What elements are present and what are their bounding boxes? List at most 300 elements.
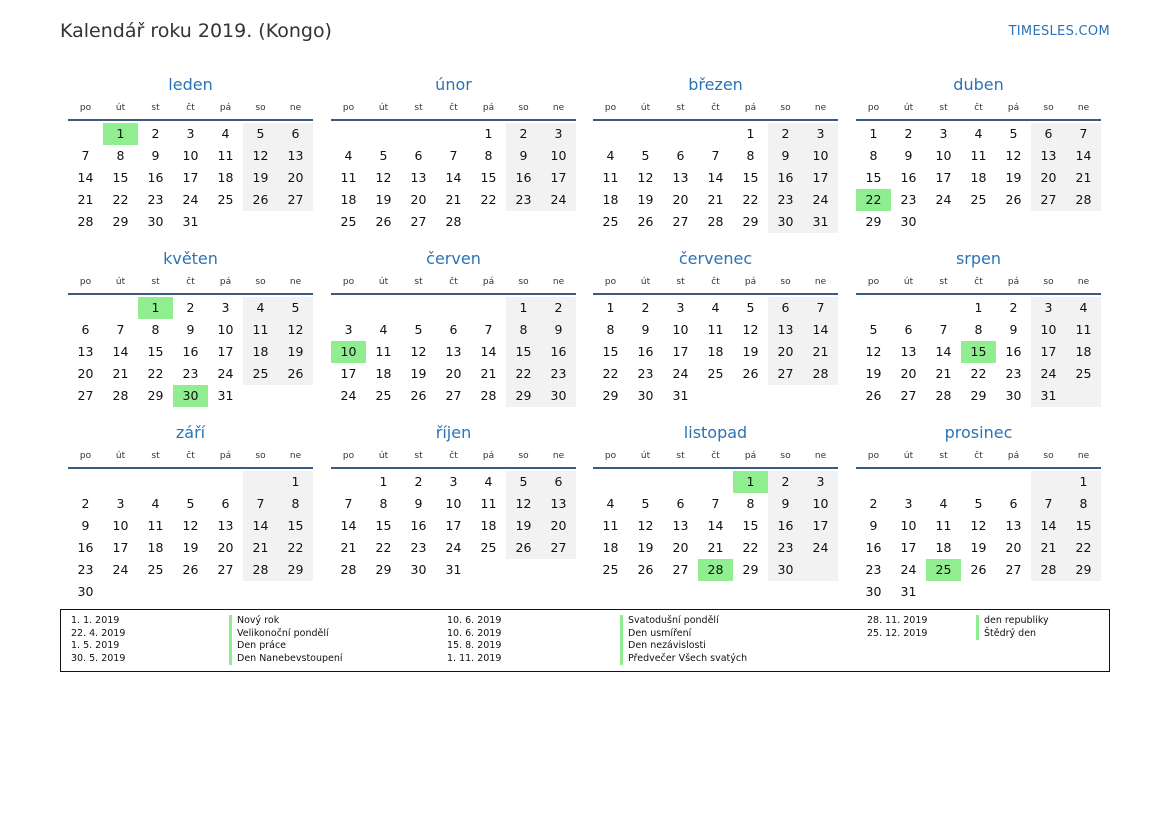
day-cell: 18 (935, 540, 952, 555)
day-cell: 2 (151, 126, 160, 141)
legend-date: 28. 11. 2019 (867, 615, 928, 626)
day-cell: 6 (414, 148, 423, 163)
header-divider (331, 119, 576, 121)
weekday-label: čt (449, 103, 458, 113)
day-cell: 7 (81, 148, 90, 163)
weekday-label: so (1043, 451, 1054, 461)
day-cell: 14 (707, 170, 724, 185)
weekday-label: st (676, 277, 685, 287)
weekday-header (593, 451, 838, 465)
day-cell: 5 (1009, 126, 1018, 141)
day-cell: 12 (637, 518, 654, 533)
day-cell: 3 (116, 496, 125, 511)
day-cell: 3 (344, 322, 353, 337)
day-cell: 2 (414, 474, 423, 489)
weekday-label: pá (744, 103, 757, 113)
weekday-label: út (903, 103, 914, 113)
day-cell: 8 (869, 148, 878, 163)
day-cell: 19 (742, 344, 759, 359)
day-cell: 18 (970, 170, 987, 185)
weekday-header (856, 451, 1101, 465)
weekday-header (593, 103, 838, 117)
day-cell: 31 (812, 214, 829, 229)
day-cell: 27 (217, 562, 234, 577)
day-cell: 6 (449, 322, 458, 337)
day-cell: 12 (970, 518, 987, 533)
day-cell: 19 (637, 192, 654, 207)
day-cell: 16 (550, 344, 567, 359)
day-cell: 8 (291, 496, 300, 511)
month-name: květen (163, 249, 218, 268)
day-cell: 4 (606, 496, 615, 511)
day-cell: 16 (900, 170, 917, 185)
holiday-day-cell: 28 (698, 559, 733, 581)
weekday-label: pá (219, 451, 232, 461)
holiday-day-cell: 1 (138, 297, 173, 319)
day-cell: 3 (449, 474, 458, 489)
weekday-label: pá (482, 103, 495, 113)
weekday-label: po (342, 103, 355, 113)
day-cell: 2 (1009, 300, 1018, 315)
day-cell: 25 (602, 214, 619, 229)
day-cell: 16 (1005, 344, 1022, 359)
day-cell: 20 (445, 366, 462, 381)
day-cell: 7 (449, 148, 458, 163)
day-cell: 29 (602, 388, 619, 403)
day-cell: 1 (974, 300, 983, 315)
day-cell: 24 (812, 192, 829, 207)
day-cell: 17 (1040, 344, 1057, 359)
legend-date: 1. 11. 2019 (447, 652, 502, 664)
month-name: říjen (435, 423, 472, 442)
day-cell: 9 (186, 322, 195, 337)
day-cell: 8 (116, 148, 125, 163)
day-cell: 29 (1075, 562, 1092, 577)
legend-date: 1. 5. 2019 (71, 640, 120, 652)
day-cell: 1 (746, 126, 755, 141)
day-cell: 9 (904, 148, 913, 163)
day-cell: 18 (1075, 344, 1092, 359)
day-cell: 29 (375, 562, 392, 577)
day-cell: 28 (340, 562, 357, 577)
weekday-label: so (255, 103, 266, 113)
day-cell: 27 (672, 562, 689, 577)
day-cell: 30 (77, 584, 94, 599)
day-cell: 3 (221, 300, 230, 315)
weekday-label: čt (974, 451, 983, 461)
legend-holiday-name: Svatodušní pondělí (620, 615, 747, 628)
day-cell: 10 (445, 496, 462, 511)
header-divider (856, 467, 1101, 469)
header-divider (331, 293, 576, 295)
day-cell: 3 (816, 474, 825, 489)
weekday-header (331, 277, 576, 291)
day-cell: 7 (344, 496, 353, 511)
day-cell: 17 (182, 170, 199, 185)
header-divider (68, 119, 313, 121)
day-cell: 10 (217, 322, 234, 337)
day-cell: 20 (777, 344, 794, 359)
weekday-label: út (115, 277, 126, 287)
weekday-header (856, 103, 1101, 117)
day-cell: 17 (217, 344, 234, 359)
weekday-label: pá (482, 277, 495, 287)
day-cell: 15 (480, 170, 497, 185)
day-cell: 25 (970, 192, 987, 207)
day-cell: 14 (252, 518, 269, 533)
day-cell: 22 (1075, 540, 1092, 555)
day-cell: 27 (445, 388, 462, 403)
day-cell: 4 (484, 474, 493, 489)
day-cell: 18 (147, 540, 164, 555)
weekday-label: so (255, 451, 266, 461)
day-cell: 26 (742, 366, 759, 381)
day-cell: 5 (379, 148, 388, 163)
day-cell: 28 (112, 388, 129, 403)
day-cell: 9 (151, 148, 160, 163)
weekday-label: so (255, 277, 266, 287)
weekday-label: st (676, 103, 685, 113)
day-cell: 2 (81, 496, 90, 511)
day-cell: 31 (182, 214, 199, 229)
day-cell: 14 (480, 344, 497, 359)
day-cell: 20 (672, 192, 689, 207)
day-cell: 27 (672, 214, 689, 229)
day-cell: 23 (637, 366, 654, 381)
day-cell: 3 (676, 300, 685, 315)
day-cell: 10 (812, 148, 829, 163)
day-cell: 26 (252, 192, 269, 207)
day-cell: 12 (637, 170, 654, 185)
weekday-label: ne (289, 277, 302, 287)
day-cell: 13 (550, 496, 567, 511)
day-cell: 8 (974, 322, 983, 337)
legend-holiday-name: Den nezávislosti (620, 640, 747, 653)
weekday-label: po (79, 451, 92, 461)
day-cell: 2 (186, 300, 195, 315)
day-cell: 29 (865, 214, 882, 229)
header-divider (856, 119, 1101, 121)
day-cell: 26 (287, 366, 304, 381)
day-cell: 19 (410, 366, 427, 381)
month-name: duben (953, 75, 1004, 94)
day-cell: 30 (865, 584, 882, 599)
day-cell: 21 (935, 366, 952, 381)
weekday-label: st (151, 103, 160, 113)
day-cell: 19 (182, 540, 199, 555)
day-cell: 8 (606, 322, 615, 337)
day-cell: 7 (116, 322, 125, 337)
day-cell: 16 (777, 170, 794, 185)
day-cell: 23 (865, 562, 882, 577)
day-cell: 24 (112, 562, 129, 577)
day-cell: 28 (480, 388, 497, 403)
weekday-label: pá (1007, 103, 1020, 113)
day-cell: 30 (900, 214, 917, 229)
day-cell: 7 (1044, 496, 1053, 511)
weekday-label: po (79, 103, 92, 113)
day-cell: 30 (410, 562, 427, 577)
legend-date: 22. 4. 2019 (71, 627, 126, 639)
weekday-label: ne (552, 103, 565, 113)
day-cell: 11 (340, 170, 357, 185)
day-cell: 19 (287, 344, 304, 359)
day-cell: 4 (606, 148, 615, 163)
day-cell: 8 (151, 322, 160, 337)
day-cell: 26 (637, 214, 654, 229)
day-cell: 2 (781, 474, 790, 489)
day-cell: 9 (1009, 322, 1018, 337)
day-cell: 16 (77, 540, 94, 555)
day-cell: 11 (375, 344, 392, 359)
day-cell: 25 (340, 214, 357, 229)
weekday-label: po (867, 103, 880, 113)
day-cell: 20 (1005, 540, 1022, 555)
day-cell: 6 (291, 126, 300, 141)
month-name: srpen (955, 249, 1002, 268)
day-cell: 7 (256, 496, 265, 511)
day-cell: 23 (900, 192, 917, 207)
weekday-label: út (903, 277, 914, 287)
weekday-label: ne (289, 103, 302, 113)
weekday-label: út (115, 451, 126, 461)
day-cell: 25 (375, 388, 392, 403)
weekday-label: čt (186, 277, 195, 287)
holiday-day-cell: 1 (103, 123, 138, 145)
day-cell: 8 (519, 322, 528, 337)
day-cell: 22 (287, 540, 304, 555)
day-cell: 31 (1040, 388, 1057, 403)
weekday-header (68, 451, 313, 465)
month-name: červen (426, 249, 481, 268)
day-cell: 14 (935, 344, 952, 359)
day-cell: 17 (672, 344, 689, 359)
day-cell: 11 (602, 170, 619, 185)
day-cell: 5 (414, 322, 423, 337)
day-cell: 5 (186, 496, 195, 511)
weekday-label: út (640, 103, 651, 113)
day-cell: 30 (637, 388, 654, 403)
day-cell: 15 (602, 344, 619, 359)
legend-dates-column-1 (71, 615, 125, 665)
day-cell: 30 (550, 388, 567, 403)
day-cell: 24 (812, 540, 829, 555)
day-cell: 12 (252, 148, 269, 163)
legend-date: 10. 6. 2019 (447, 627, 502, 639)
day-cell: 21 (77, 192, 94, 207)
day-cell: 6 (554, 474, 563, 489)
day-cell: 26 (410, 388, 427, 403)
day-cell: 5 (746, 300, 755, 315)
weekday-label: so (780, 277, 791, 287)
day-cell: 14 (112, 344, 129, 359)
day-cell: 18 (340, 192, 357, 207)
day-cell: 15 (287, 518, 304, 533)
day-cell: 16 (182, 344, 199, 359)
day-cell: 25 (707, 366, 724, 381)
weekday-label: po (604, 277, 617, 287)
day-cell: 20 (900, 366, 917, 381)
day-cell: 24 (340, 388, 357, 403)
day-cell: 13 (672, 170, 689, 185)
legend-dates-column-2 (447, 615, 501, 665)
day-cell: 14 (445, 170, 462, 185)
day-cell: 5 (641, 148, 650, 163)
holiday-day-cell: 22 (856, 189, 891, 211)
day-cell: 16 (637, 344, 654, 359)
day-cell: 19 (637, 540, 654, 555)
day-cell: 24 (900, 562, 917, 577)
day-cell: 21 (445, 192, 462, 207)
day-cell: 13 (1005, 518, 1022, 533)
weekday-label: pá (744, 277, 757, 287)
day-cell: 9 (781, 148, 790, 163)
legend-holiday-name: Nový rok (229, 615, 343, 628)
weekday-label: so (1043, 277, 1054, 287)
day-cell: 22 (970, 366, 987, 381)
weekday-label: st (151, 451, 160, 461)
day-cell: 2 (904, 126, 913, 141)
day-cell: 15 (742, 518, 759, 533)
day-cell: 9 (81, 518, 90, 533)
day-cell: 23 (147, 192, 164, 207)
weekday-header (856, 277, 1101, 291)
day-cell: 1 (291, 474, 300, 489)
day-cell: 7 (816, 300, 825, 315)
day-cell: 31 (900, 584, 917, 599)
day-cell: 13 (672, 518, 689, 533)
legend-names-column-2 (620, 615, 747, 665)
weekday-label: čt (974, 103, 983, 113)
weekday-label: st (939, 103, 948, 113)
day-cell: 1 (484, 126, 493, 141)
day-cell: 11 (217, 148, 234, 163)
day-cell: 25 (217, 192, 234, 207)
day-cell: 26 (515, 540, 532, 555)
weekday-label: pá (1007, 277, 1020, 287)
day-cell: 6 (781, 300, 790, 315)
day-cell: 26 (865, 388, 882, 403)
day-cell: 16 (410, 518, 427, 533)
day-cell: 30 (147, 214, 164, 229)
day-cell: 15 (865, 170, 882, 185)
header-divider (68, 467, 313, 469)
day-cell: 11 (480, 496, 497, 511)
day-cell: 8 (746, 148, 755, 163)
day-cell: 23 (777, 540, 794, 555)
brand-link[interactable]: TIMESLES.COM (1008, 24, 1110, 39)
day-cell: 6 (1044, 126, 1053, 141)
day-cell: 15 (742, 170, 759, 185)
weekday-label: čt (974, 277, 983, 287)
day-cell: 29 (287, 562, 304, 577)
page-title: Kalendář roku 2019. (Kongo) (60, 20, 332, 42)
day-cell: 28 (77, 214, 94, 229)
day-cell: 11 (602, 518, 619, 533)
day-cell: 13 (777, 322, 794, 337)
day-cell: 6 (81, 322, 90, 337)
month-name: červenec (678, 249, 753, 268)
weekday-label: so (518, 451, 529, 461)
day-cell: 13 (445, 344, 462, 359)
weekday-label: ne (814, 103, 827, 113)
weekday-label: po (867, 451, 880, 461)
weekday-label: pá (219, 103, 232, 113)
day-cell: 8 (1079, 496, 1088, 511)
day-cell: 18 (252, 344, 269, 359)
day-cell: 4 (221, 126, 230, 141)
weekday-label: so (780, 451, 791, 461)
day-cell: 7 (939, 322, 948, 337)
weekday-label: ne (814, 277, 827, 287)
weekday-label: út (378, 277, 389, 287)
day-cell: 26 (182, 562, 199, 577)
day-cell: 29 (742, 562, 759, 577)
holiday-day-cell: 15 (961, 341, 996, 363)
day-cell: 5 (256, 126, 265, 141)
weekday-label: ne (552, 277, 565, 287)
day-cell: 31 (672, 388, 689, 403)
weekday-label: út (640, 277, 651, 287)
day-cell: 8 (746, 496, 755, 511)
day-cell: 5 (974, 496, 983, 511)
day-cell: 28 (445, 214, 462, 229)
day-cell: 21 (812, 344, 829, 359)
day-cell: 4 (344, 148, 353, 163)
day-cell: 14 (77, 170, 94, 185)
day-cell: 21 (340, 540, 357, 555)
day-cell: 11 (252, 322, 269, 337)
day-cell: 23 (182, 366, 199, 381)
day-cell: 17 (812, 518, 829, 533)
day-cell: 27 (900, 388, 917, 403)
weekday-label: st (676, 451, 685, 461)
day-cell: 6 (676, 496, 685, 511)
day-cell: 10 (812, 496, 829, 511)
legend-date: 25. 12. 2019 (867, 627, 928, 639)
weekday-label: so (780, 103, 791, 113)
weekday-label: ne (552, 451, 565, 461)
day-cell: 13 (410, 170, 427, 185)
day-cell: 3 (904, 496, 913, 511)
day-cell: 4 (711, 300, 720, 315)
day-cell: 29 (742, 214, 759, 229)
weekday-label: st (414, 451, 423, 461)
day-cell: 14 (707, 518, 724, 533)
weekday-label: út (903, 451, 914, 461)
weekday-label: út (115, 103, 126, 113)
weekday-label: čt (711, 103, 720, 113)
day-cell: 3 (816, 126, 825, 141)
day-cell: 17 (550, 170, 567, 185)
day-cell: 30 (777, 214, 794, 229)
weekday-label: st (414, 277, 423, 287)
day-cell: 2 (781, 126, 790, 141)
weekday-label: st (939, 277, 948, 287)
header-divider (593, 467, 838, 469)
day-cell: 4 (256, 300, 265, 315)
day-cell: 23 (1005, 366, 1022, 381)
day-cell: 22 (742, 540, 759, 555)
day-cell: 5 (869, 322, 878, 337)
month-name: únor (435, 75, 472, 94)
holiday-day-cell: 1 (733, 471, 768, 493)
day-cell: 4 (379, 322, 388, 337)
legend-date: 10. 6. 2019 (447, 615, 502, 626)
day-cell: 6 (676, 148, 685, 163)
day-cell: 6 (221, 496, 230, 511)
day-cell: 11 (970, 148, 987, 163)
